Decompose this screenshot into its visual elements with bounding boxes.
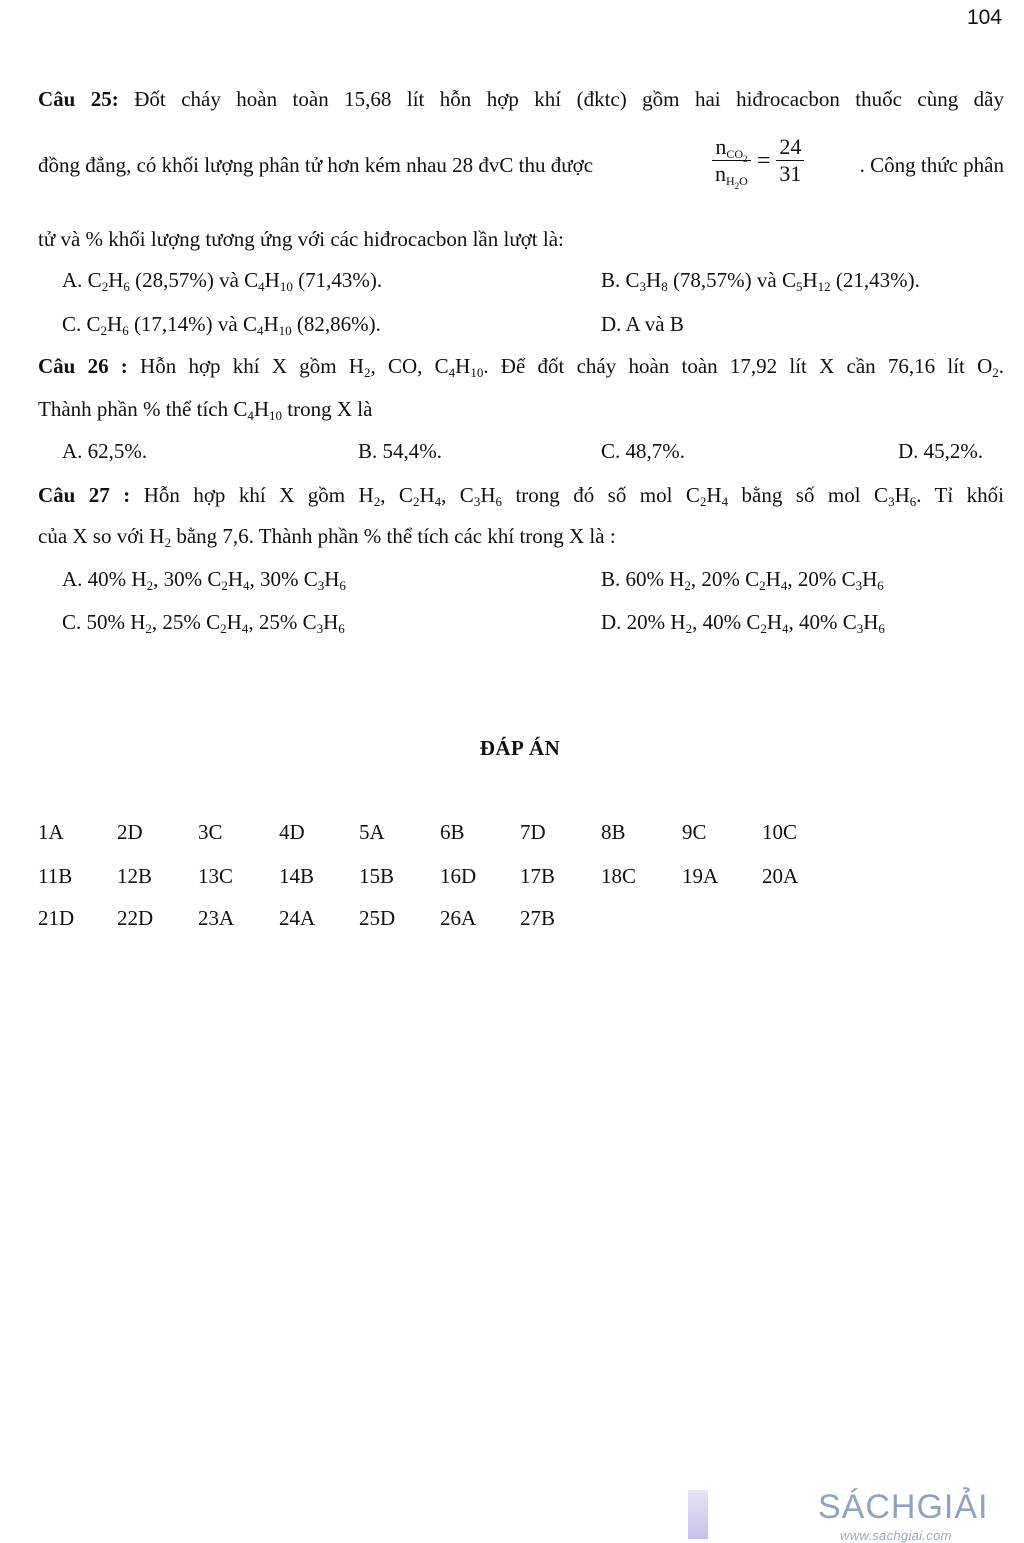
answer-14b: 14B (279, 864, 315, 888)
answer-1a: 1A (38, 820, 64, 844)
page-number: 104 (966, 6, 1002, 29)
q27-option-a: A. 40% $H_2$, 30% $C_2H_4$, 30% $C_3H_6$ (62, 567, 346, 593)
ratio-formula (710, 134, 806, 191)
q27-line1 (38, 482, 1004, 508)
q27-option-d: D. 20% $H_2$, 40% $C_2H_4$, 40% $C_3H_6$ (601, 610, 885, 636)
answer-22d: 22D (117, 906, 154, 930)
logo-url: www.sachgiai.com (840, 1528, 952, 1543)
answers-title: ĐÁP ÁN (479, 736, 561, 760)
answer-25d: 25D (359, 906, 396, 930)
answer-19a: 19A (682, 864, 719, 888)
answer-12b: 12B (117, 864, 153, 888)
n-h2o: $n_{H_2O}$ (715, 161, 748, 191)
q26-line2: Thành phần % thể tích $C_4H_{10}$ trong X là (38, 397, 373, 423)
q25-options-row1 (62, 268, 1002, 296)
answer-17b: 17B (520, 864, 556, 888)
q25-line2 (38, 134, 1004, 198)
ratio-numerator: 24 (776, 134, 804, 161)
answer-9c: 9C (682, 820, 707, 844)
answer-8b: 8B (601, 820, 626, 844)
q25-line3: tử và % khối lượng tương ứng với các hiđrocacbon lần lượt là: (38, 227, 564, 251)
answer-13c: 13C (198, 864, 234, 888)
answer-15b: 15B (359, 864, 395, 888)
mole-ratio-right (776, 134, 804, 187)
answer-5a: 5A (359, 820, 385, 844)
logo-brand: SÁCHGIẢI (818, 1488, 989, 1526)
mole-ratio-left (712, 134, 751, 191)
answer-27b: 27B (520, 906, 556, 930)
answer-11b: 11B (38, 864, 73, 888)
q27-label: Câu 27 : (38, 483, 131, 507)
q25-options-row2 (62, 312, 1002, 340)
q27-option-c: C. 50% $H_2$, 25% $C_2H_4$, 25% $C_3H_6$ (62, 610, 345, 636)
q26-option-b: B. 54,4%. (358, 439, 442, 463)
answer-6b: 6B (440, 820, 465, 844)
q25-text-2-end: . Công thức phân (859, 153, 1004, 177)
answer-26a: 26A (440, 906, 477, 930)
answer-23a: 23A (198, 906, 235, 930)
answer-20a: 20A (762, 864, 799, 888)
q25-text-2: đồng đẳng, có khối lượng phân tử hơn kém nhau 28 đvC thu được (38, 153, 594, 177)
answer-2d: 2D (117, 820, 143, 844)
answer-16d: 16D (440, 864, 477, 888)
q25-line1 (38, 86, 1004, 112)
q27-options-row1 (62, 567, 1002, 595)
ratio-denominator: 31 (779, 161, 802, 186)
q26-line1 (38, 353, 1004, 379)
q25-option-b: B. $C_3H_8$ (78,57%) và $C_5H_{12}$ (21,43%). (601, 268, 920, 294)
n-co2: $n_{CO_2}$ (712, 134, 751, 161)
q25-option-a: A. $C_2H_6$ (28,57%) và $C_4H_{10}$ (71,43%). (62, 268, 383, 294)
decorative-strip (688, 1490, 708, 1539)
q25-option-c: C. $C_2H_6$ (17,14%) và $C_4H_{10}$ (82,86%). (62, 312, 381, 338)
answer-10c: 10C (762, 820, 798, 844)
q26-label: Câu 26 : (38, 354, 128, 378)
answer-21d: 21D (38, 906, 75, 930)
answer-3c: 3C (198, 820, 223, 844)
q26-option-d: D. 45,2%. (898, 439, 984, 463)
q25-option-d: D. A và B (601, 312, 684, 336)
q27-text-1: Hỗn hợp khí X gồm $H_2$, $C_2H_4$, $C_3H_6$ trong đó số mol $C_2H_4$ bằng số mol $C_3H_6$. Tỉ khối (130, 483, 1004, 509)
answer-4d: 4D (279, 820, 305, 844)
q27-options-row2 (62, 610, 1002, 638)
q26-options (62, 439, 1002, 467)
q26-option-a: A. 62,5%. (62, 439, 148, 463)
answer-24a: 24A (279, 906, 316, 930)
q26-option-c: C. 48,7%. (601, 439, 685, 463)
q27-line2: của X so với $H_2$ bằng 7,6. Thành phần % thể tích các khí trong X là : (38, 524, 616, 550)
q25-text-1: Đốt cháy hoàn toàn 15,68 lít hỗn hợp khí (đktc) gồm hai hiđrocacbon thuốc cùng dãy (118, 87, 1005, 111)
q26-text-1: Hỗn hợp khí X gồm $H_2$, CO, $C_4H_{10}$. Để đốt cháy hoàn toàn 17,92 lít X cần 76,16 lít $O_2$. (127, 354, 1005, 380)
answer-7d: 7D (520, 820, 546, 844)
sachgiai-logo (818, 1484, 1018, 1543)
q25-label: Câu 25: (38, 87, 119, 111)
q27-option-b: B. 60% $H_2$, 20% $C_2H_4$, 20% $C_3H_6$ (601, 567, 884, 593)
answer-18c: 18C (601, 864, 637, 888)
equals-sign: = (756, 147, 771, 174)
